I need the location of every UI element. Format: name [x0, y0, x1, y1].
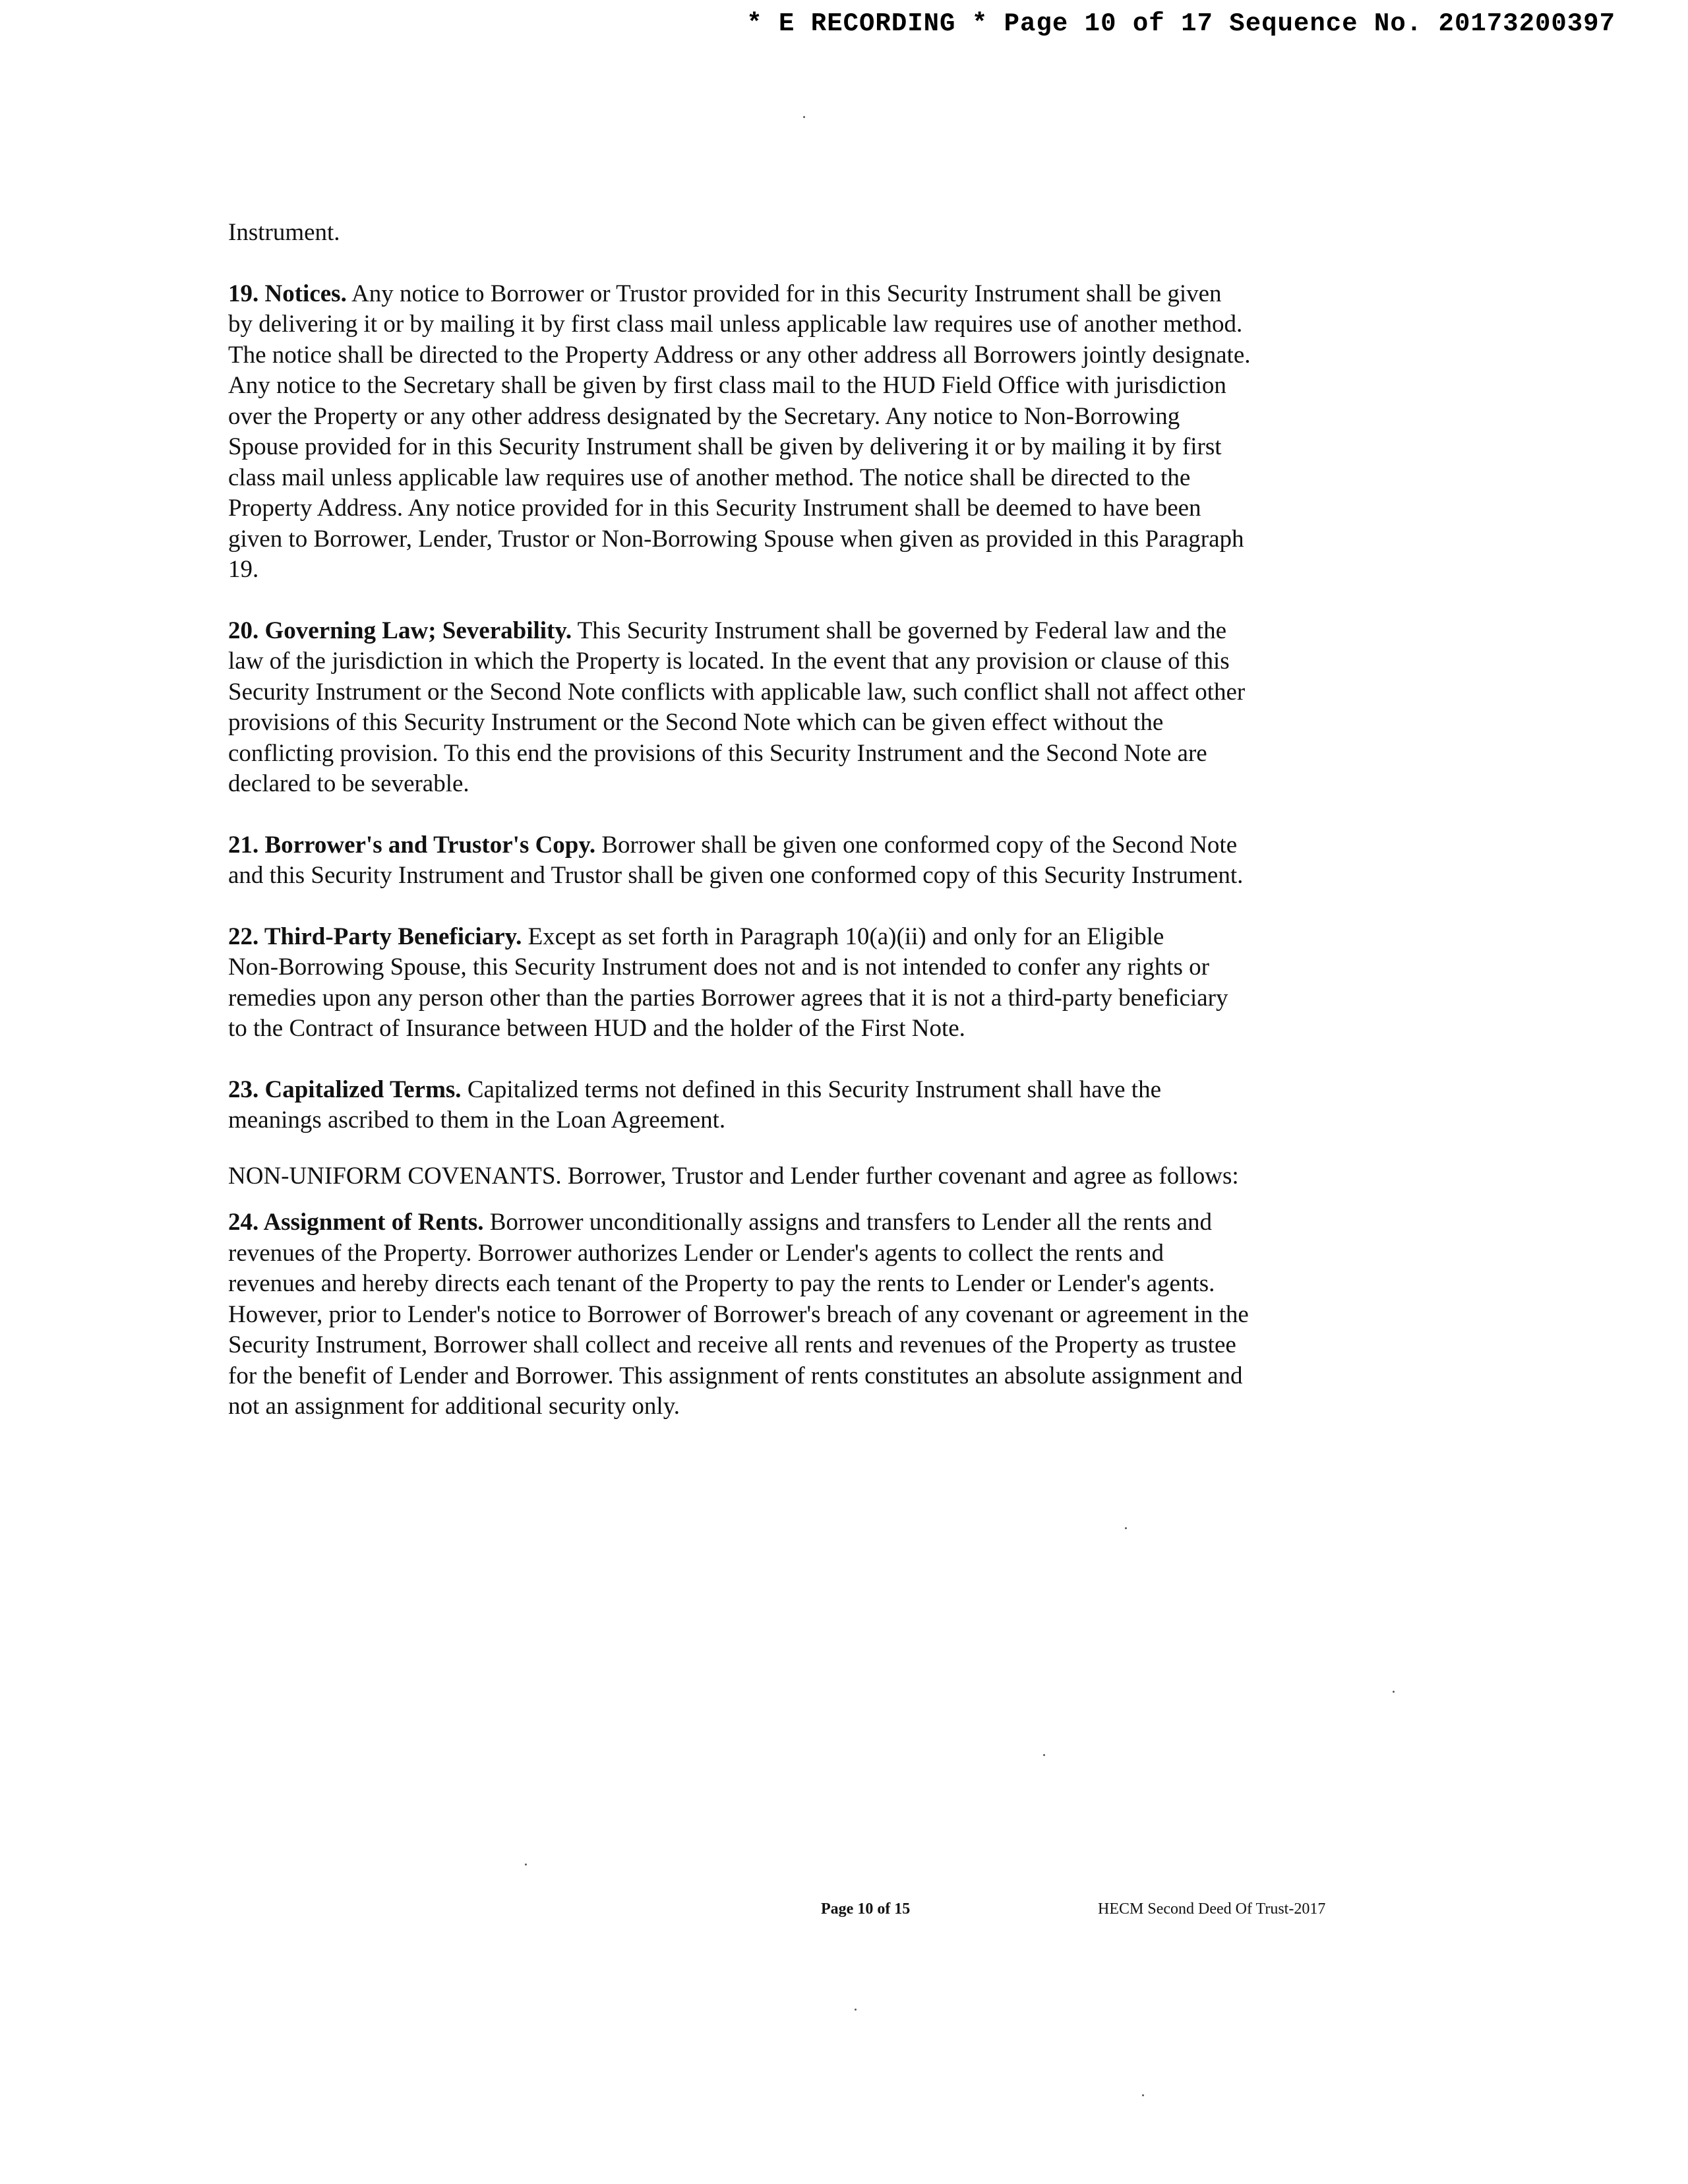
section-24 [228, 1207, 1389, 1422]
section-text: Borrower unconditionally assigns and transfers to Lender all the rents and revenues of the Property. Borrower authorizes Lender or Lender's agents to collect the rents and revenues and hereby directs each tenant of the Property to pay the rents to Lender or Lender's agents. However, prior to Lender's notice to Borrower of Borrower's breach of any covenant or agreement in the Security Instrument, Borrower shall collect and receive all rents and revenues of the Property as trustee for the benefit of Lender and Borrower. This assignment of rents constitutes an absolute assignment and not an assignment for additional security only. [228, 1209, 1249, 1420]
scan-speck [525, 1864, 527, 1866]
section-23 [228, 1075, 1389, 1136]
section-heading: 20. Governing Law; Severability. [228, 617, 572, 644]
scan-speck [1043, 1754, 1045, 1756]
section-text: Except as set forth in Paragraph 10(a)(ii) and only for an Eligible Non-Borrowing Spouse, this Security Instrument does not and is not intended to confer any rights or remedies upon any person other than the parties Borrower agrees that it is not a third-party beneficiary to the Contract of Insurance between HUD and the holder of the First Note. [228, 923, 1228, 1042]
scan-speck [855, 2009, 857, 2011]
scan-speck [1393, 1691, 1395, 1693]
scan-speck [1142, 2094, 1144, 2096]
section-heading: 19. Notices. [228, 280, 347, 307]
section-text: This Security Instrument shall be governed by Federal law and the law of the jurisdiction in which the Property is located. In the event that any provision or clause of this Security Instrument or the Second Note conflicts with applicable law, such conflict shall not affect other provisions of this Security Instrument or the Second Note which can be given effect without the conflicting provision. To this end the provisions of this Security Instrument and the Second Note are declared to be severable. [228, 617, 1246, 797]
section-heading: 24. Assignment of Rents. [228, 1209, 484, 1236]
section-text: Capitalized terms not defined in this Security Instrument shall have the meanings ascribed to them in the Loan Agreement. [228, 1076, 1161, 1134]
section-text: Any notice to Borrower or Trustor provided for in this Security Instrument shall be given by delivering it or by mailing it by first class mail unless applicable law requires use of another method. The notice shall be directed to the Property Address or any other address all Borrowers jointly designate. Any notice to the Secretary shall be given by first class mail to the HUD Field Office with jurisdiction over the Property or any other address designated by the Secretary. Any notice to Non-Borrowing Spouse provided for in this Security Instrument shall be given by delivering it or by mailing it by first class mail unless applicable law requires use of another method. The notice shall be directed to the Property Address. Any notice provided for in this Security Instrument shall be deemed to have been given to Borrower, Lender, Trustor or Non-Borrowing Spouse when given as provided in this Paragraph 19. [228, 280, 1251, 583]
section-22 [228, 922, 1389, 1045]
footer-form-name: HECM Second Deed Of Trust-2017 [1098, 1900, 1326, 1918]
recording-header: * E RECORDING * Page 10 of 17 Sequence No. 20173200397 [746, 9, 1615, 38]
scan-speck [1125, 1527, 1127, 1529]
covenants-intro: NON-UNIFORM COVENANTS. Borrower, Trustor and Lender further covenant and agree as follows: [228, 1162, 1239, 1190]
footer-page-number: Page 10 of 15 [821, 1900, 911, 1918]
section-19 [228, 279, 1389, 586]
section-text: Borrower shall be given one conformed copy of the Second Note and this Security Instrument and Trustor shall be given one conformed copy of this Security Instrument. [228, 831, 1244, 889]
scan-speck [803, 116, 805, 118]
section-heading: 22. Third-Party Beneficiary. [228, 923, 522, 950]
continuation-text: Instrument. [228, 219, 340, 246]
section-20 [228, 616, 1389, 800]
document-body [228, 218, 1389, 1422]
section-heading: 23. Capitalized Terms. [228, 1076, 462, 1103]
section-heading: 21. Borrower's and Trustor's Copy. [228, 831, 596, 859]
section-21 [228, 830, 1389, 892]
